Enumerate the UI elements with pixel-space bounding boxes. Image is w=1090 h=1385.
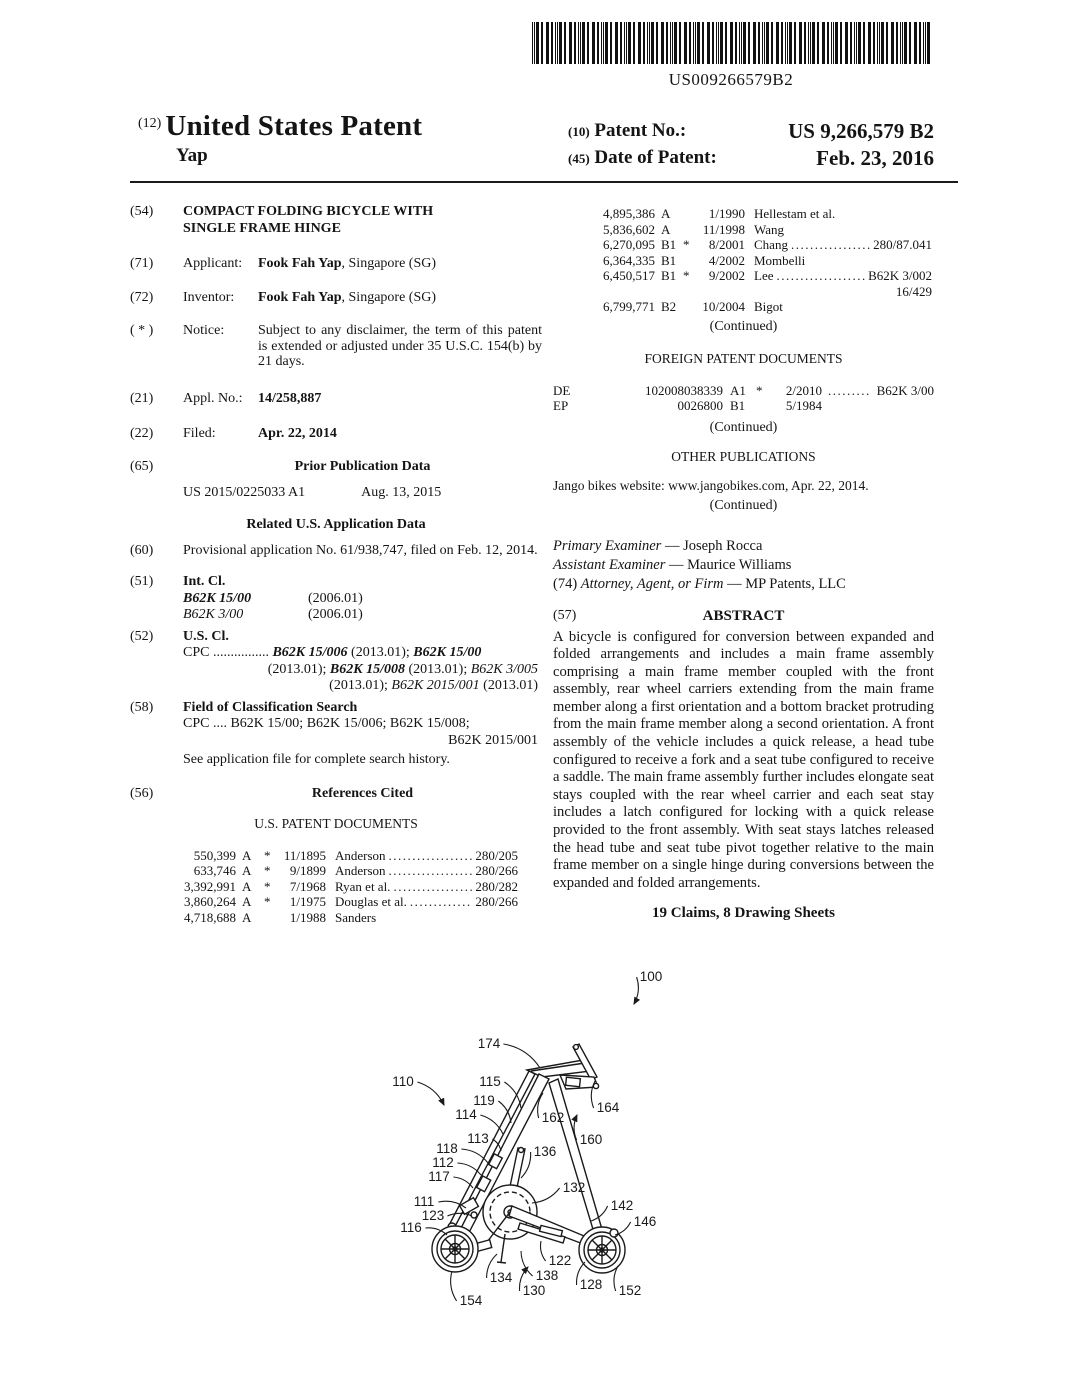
related-data-heading: Related U.S. Application Data	[246, 517, 426, 533]
date-label: Date of Patent:	[594, 147, 717, 168]
citation-name: Hellestam et al.	[754, 206, 836, 221]
foreign-kind: A1	[730, 382, 746, 398]
citation-dot-leader	[410, 894, 473, 910]
assistant-examiner-label: Assistant Examiner	[553, 556, 666, 573]
figure-ref-label: 128	[579, 1277, 603, 1292]
foreign-country: EP	[553, 398, 569, 413]
citation-number: 4,718,688	[184, 909, 236, 925]
field-num: (72)	[130, 289, 154, 305]
citation-class: 280/282	[475, 878, 518, 894]
citation-star: *	[683, 268, 690, 283]
citation-row	[166, 910, 518, 926]
citation-class: B62K 3/002	[868, 268, 932, 283]
abstract-text: A bicycle is configured for conversion between expanded and folded arrangements and includes a main frame assembly comprising a main frame member coupled with the front assembly, rear wheel carriers extending from the main frame member along a first orientation and a bottom bracket protruding from the main frame member along a second orientation. A front assembly of the vehicle includes a quick release, a head tube configured to receive a fork and a seat tube configured to receive a saddle. The main frame assembly further includes elongate seat stays coupled with the rear wheel carrier and each seat stay includes a latch configured for locking with a quick release provided to the front assembly. With seat stays latches released the head tube and seat tube pivot together relative to the main frame member on a single hinge during conversions between the expanded and folded arrangements.	[553, 628, 934, 891]
figure-ref-label: 160	[579, 1132, 603, 1147]
header-right	[568, 118, 934, 172]
primary-examiner-name: — Joseph Rocca	[661, 537, 763, 554]
filed-label: Filed:	[183, 425, 216, 441]
cpc-code-segment: B62K 15/006	[272, 645, 348, 661]
cpc-code-segment: (2013.01);	[329, 678, 392, 694]
citation-class: 16/429	[895, 283, 932, 299]
int-cl-heading: Int. Cl.	[183, 574, 226, 590]
citation-row	[166, 879, 518, 895]
int-cl-version: (2006.01)	[308, 607, 363, 623]
filed-value: Apr. 22, 2014	[258, 425, 337, 441]
citation-number: 3,392,991	[184, 878, 236, 894]
field-num: (57)	[553, 607, 577, 623]
figure-ref-label: 100	[639, 969, 663, 984]
patent-number: US 9,266,579 B2	[788, 119, 934, 143]
figure-ref-label: 118	[436, 1141, 458, 1156]
citation-name-cell	[745, 268, 932, 284]
field-search-note: See application file for complete search history.	[183, 752, 450, 768]
notice-label: Notice:	[183, 323, 225, 338]
citation-date: 7/1968	[289, 878, 326, 894]
claims-line: 19 Claims, 8 Drawing Sheets	[652, 905, 835, 922]
citation-star	[683, 284, 695, 300]
figure-ref-label: 117	[428, 1169, 450, 1184]
field-search-line: B62K 2015/001	[448, 732, 538, 748]
citation-star	[683, 222, 695, 238]
citation-name: Chang	[754, 237, 788, 252]
figure-ref-label: 114	[455, 1107, 477, 1122]
citation-date	[695, 284, 745, 300]
citation-name-cell	[745, 299, 932, 315]
citation-star	[683, 253, 695, 269]
citation-name: Lee	[754, 268, 774, 283]
citation-name-cell	[326, 863, 518, 879]
citation-kind: A	[242, 878, 252, 894]
primary-examiner-label: Primary Examiner	[553, 537, 662, 554]
citation-date: 1/1990	[708, 206, 745, 221]
citation-number: 550,399	[193, 847, 236, 863]
us-patent-table-left	[166, 848, 518, 926]
citation-star	[683, 299, 695, 315]
foreign-date: 5/1984	[785, 398, 822, 413]
citation-star: *	[683, 237, 690, 252]
field-num: (65)	[130, 459, 154, 475]
cpc-code-segment: CPC ................	[183, 645, 273, 661]
citation-class: 280/205	[475, 847, 518, 863]
invention-title-section	[130, 204, 542, 237]
figure-ref-label: 113	[467, 1131, 489, 1146]
barcode	[530, 22, 932, 90]
citation-class: 280/266	[475, 894, 518, 910]
citation-star: *	[264, 863, 271, 879]
date-prefix: (45)	[568, 151, 590, 166]
field-num: (21)	[130, 391, 154, 407]
citation-row	[166, 848, 518, 864]
citation-date: 1/1988	[289, 909, 326, 925]
inventor-section	[130, 290, 542, 307]
applicant-section	[130, 256, 542, 273]
field-num: ( * )	[130, 323, 154, 338]
figure-leader-line	[521, 1251, 533, 1276]
header-left	[138, 110, 422, 167]
foreign-number: 102008038339	[645, 382, 723, 398]
citation-name-cell	[745, 284, 932, 300]
citation-row	[585, 253, 932, 269]
references-heading: References Cited	[311, 785, 414, 801]
citation-date: 9/1899	[289, 863, 326, 879]
folding-bicycle-art	[432, 1044, 625, 1273]
foreign-citation-row	[553, 398, 934, 414]
figure-ref-label: 112	[432, 1155, 454, 1170]
prior-pub-section	[130, 459, 542, 501]
citation-kind: A	[661, 221, 671, 237]
foreign-patent-table	[553, 383, 934, 414]
cpc-code-segment: (2013.01);	[347, 645, 414, 661]
field-search-heading: Field of Classification Search	[183, 699, 358, 715]
citation-date: 11/1998	[702, 221, 745, 237]
figure-leader-line	[540, 1241, 545, 1261]
field-num: (51)	[130, 574, 154, 590]
cpc-code-segment: B62K 2015/001	[391, 678, 480, 694]
barcode-text: US009266579B2	[668, 70, 794, 89]
cpc-code-segment: B62K 3/005	[470, 661, 538, 677]
references-section	[130, 786, 542, 803]
notice-text: Subject to any disclaimer, the term of this patent is extended or adjusted under 35 U.S.C. 154(b) by 21 days.	[258, 323, 542, 370]
foreign-dot-leader	[828, 398, 928, 414]
citation-name: Wang	[754, 221, 784, 237]
invention-title-line1: COMPACT FOLDING BICYCLE WITH	[183, 204, 434, 219]
citation-name-cell	[326, 848, 518, 864]
citation-row	[585, 299, 932, 315]
invention-title-line2: SINGLE FRAME HINGE	[183, 220, 341, 236]
us-table-continued: (Continued)	[709, 318, 778, 334]
citation-dot-leader	[389, 863, 473, 879]
appl-no-value: 14/258,887	[258, 391, 322, 407]
figure-leader-line	[503, 1044, 540, 1068]
kind-code-prefix: (12)	[138, 116, 162, 131]
citation-name: Bigot	[754, 299, 783, 314]
cpc-code-segment: (2013.01);	[405, 661, 471, 677]
figure-leader-line	[451, 1271, 457, 1301]
figure-ref-label: 111	[413, 1194, 435, 1209]
inventor-location: , Singapore (SG)	[341, 289, 437, 305]
citation-name-cell	[745, 206, 932, 222]
citation-star: *	[264, 878, 271, 894]
us-cl-section	[130, 629, 542, 695]
citation-filler	[754, 284, 896, 300]
int-cl-row	[183, 607, 542, 624]
cpc-line	[183, 662, 542, 679]
citation-kind	[655, 284, 683, 300]
figure-ref-label: 162	[541, 1110, 565, 1125]
citation-number: 6,450,517	[603, 268, 655, 283]
citation-row	[585, 268, 932, 284]
figure-ref-label: 174	[477, 1036, 501, 1051]
citation-name-cell	[326, 879, 518, 895]
citation-star	[264, 910, 276, 926]
barcode-image	[530, 22, 932, 64]
figure-ref-label: 122	[548, 1253, 572, 1268]
left-column	[130, 198, 542, 925]
citation-name-cell	[326, 894, 518, 910]
citation-kind: A	[242, 863, 252, 879]
citation-date: 1/1975	[289, 894, 326, 910]
citation-kind: B1	[661, 268, 677, 283]
citation-name: Ryan et al.	[335, 878, 391, 894]
citation-row	[585, 222, 932, 238]
figure-ref-label: 116	[400, 1220, 422, 1235]
citation-number: 5,836,602	[603, 221, 655, 237]
figure-leader-line	[417, 1082, 444, 1105]
examiner-block	[553, 537, 934, 594]
int-cl-version: (2006.01)	[308, 590, 363, 606]
cpc-line	[183, 678, 542, 695]
field-num: (54)	[130, 204, 154, 219]
us-cl-heading: U.S. Cl.	[183, 628, 229, 644]
inventor-label: Inventor:	[183, 289, 235, 305]
foreign-date: 2/2010	[785, 382, 822, 398]
citation-name: Douglas et al.	[335, 894, 407, 910]
foreign-docs-heading: FOREIGN PATENT DOCUMENTS	[644, 350, 843, 366]
citation-name-cell	[745, 253, 932, 269]
citation-number: 633,746	[193, 863, 236, 879]
cpc-code-segment: (2013.01);	[267, 661, 330, 677]
abstract-heading-row	[553, 608, 934, 624]
citation-kind: A	[242, 894, 252, 910]
citation-date: 10/2004	[702, 299, 745, 314]
foreign-star	[756, 398, 770, 414]
prior-pub-number: US 2015/0225033 A1	[183, 484, 306, 500]
citation-number	[585, 284, 655, 300]
citation-star: *	[264, 847, 271, 863]
applicant-label: Applicant:	[183, 256, 243, 271]
field-search-section	[130, 700, 542, 769]
foreign-kind: B1	[730, 398, 746, 413]
citation-row	[585, 206, 932, 222]
citation-date: 11/1895	[283, 847, 326, 863]
figure-ref-label: 134	[489, 1270, 513, 1285]
citation-name: Sanders	[335, 909, 377, 925]
citation-row	[585, 284, 932, 300]
citation-number: 6,364,335	[603, 252, 655, 268]
other-publication-entry: Jango bikes website: www.jangobikes.com, Apr. 22, 2014.	[553, 477, 869, 493]
figure-ref-label: 164	[596, 1100, 620, 1115]
cpc-code-segment: (2013.01)	[479, 678, 538, 694]
figure-ref-label: 130	[522, 1283, 546, 1298]
related-data-section	[130, 517, 542, 559]
figure-ref-label: 138	[535, 1268, 559, 1283]
citation-row	[585, 237, 932, 253]
foreign-number: 0026800	[677, 398, 723, 413]
field-num: (60)	[130, 542, 154, 558]
field-num: (71)	[130, 256, 154, 271]
field-search-line: CPC .... B62K 15/00; B62K 15/006; B62K 15/008;	[183, 716, 470, 732]
foreign-country: DE	[553, 382, 571, 398]
appl-no-label: Appl. No.:	[183, 391, 243, 407]
notice-section	[130, 323, 542, 370]
citation-date: 9/2002	[708, 268, 745, 283]
abstract-heading: ABSTRACT	[702, 607, 785, 624]
attorney-label: Attorney, Agent, or Firm	[580, 575, 724, 592]
citation-dot-leader	[389, 848, 473, 864]
foreign-citation-row	[553, 383, 934, 399]
int-cl-code: B62K 3/00	[183, 607, 244, 623]
figure-leader-line	[634, 977, 638, 1004]
foreign-star: *	[756, 382, 763, 398]
patent-no-prefix: (10)	[568, 124, 590, 139]
other-publications-heading: OTHER PUBLICATIONS	[671, 448, 816, 464]
foreign-dot-leader	[828, 383, 871, 399]
citation-kind: B2	[661, 299, 677, 314]
figure-leader-line	[532, 1188, 560, 1203]
citation-class: 280/87.041	[873, 237, 932, 252]
figure-ref-label: 115	[479, 1074, 501, 1089]
citation-number: 4,895,386	[603, 206, 655, 221]
prior-pub-heading: Prior Publication Data	[294, 459, 431, 475]
citation-row	[166, 863, 518, 879]
figure-ref-label: 154	[459, 1293, 483, 1308]
field-num: (52)	[130, 628, 154, 644]
citation-name-cell	[745, 237, 932, 253]
other-pubs-continued: (Continued)	[709, 497, 778, 513]
header-rule	[130, 181, 958, 183]
figure-ref-label: 123	[421, 1208, 445, 1223]
citation-star	[683, 206, 695, 222]
citation-name-cell	[745, 222, 932, 238]
appl-no-section	[130, 391, 542, 408]
figure-ref-label: 142	[610, 1198, 634, 1213]
citation-kind: B1	[661, 237, 677, 252]
applicant-name: Fook Fah Yap	[258, 256, 342, 271]
figure-drawing	[360, 950, 700, 1325]
citation-date: 4/2002	[708, 252, 745, 268]
foreign-table-continued: (Continued)	[709, 419, 778, 435]
right-column	[553, 198, 934, 921]
figure-ref-label: 132	[562, 1180, 586, 1195]
attorney-name: — MP Patents, LLC	[723, 575, 846, 592]
citation-name: Mombelli	[754, 252, 806, 268]
citation-class: 280/266	[475, 863, 518, 879]
patent-date: Feb. 23, 2016	[816, 146, 934, 170]
us-patent-docs-heading: U.S. PATENT DOCUMENTS	[254, 816, 418, 832]
citation-star: *	[264, 894, 271, 910]
figure-ref-label: 146	[633, 1214, 657, 1229]
citation-name-cell	[326, 910, 518, 926]
citation-number: 3,860,264	[184, 894, 236, 910]
figure-ref-label: 136	[533, 1144, 557, 1159]
page-title: United States Patent	[165, 110, 423, 142]
citation-kind: A	[242, 909, 252, 925]
field-num: (56)	[130, 785, 154, 801]
figure-ref-label: 152	[618, 1283, 642, 1298]
us-patent-table-right	[585, 206, 932, 315]
inventor-name: Fook Fah Yap	[258, 289, 342, 305]
related-data-text: Provisional application No. 61/938,747, filed on Feb. 12, 2014.	[183, 542, 538, 558]
cpc-code-segment: B62K 15/008	[329, 661, 405, 677]
field-num: (22)	[130, 425, 154, 441]
inventor-surname: Yap	[176, 145, 208, 166]
int-cl-row	[183, 591, 542, 608]
cpc-code-segment: B62K 15/00	[413, 645, 482, 661]
applicant-location: , Singapore (SG)	[341, 256, 437, 271]
prior-pub-date: Aug. 13, 2015	[361, 484, 442, 500]
citation-dot-leader	[791, 237, 870, 253]
assistant-examiner-name: — Maurice Williams	[665, 556, 792, 573]
citation-name: Anderson	[335, 863, 386, 879]
filed-section	[130, 426, 542, 443]
figure-ref-label: 110	[392, 1074, 414, 1089]
cpc-line	[183, 645, 542, 662]
int-cl-section	[130, 574, 542, 624]
foreign-class: B62K 3/00	[876, 382, 934, 398]
citation-kind: B1	[661, 252, 677, 268]
figure-ref-label: 119	[473, 1093, 495, 1108]
citation-dot-leader	[393, 879, 472, 895]
citation-date: 8/2001	[708, 237, 745, 252]
citation-kind: A	[242, 847, 252, 863]
citation-name: Anderson	[335, 847, 386, 863]
patent-no-label: Patent No.:	[594, 120, 687, 141]
citation-dot-leader	[776, 268, 865, 284]
int-cl-code: B62K 15/00	[183, 590, 252, 606]
citation-number: 6,799,771	[603, 299, 655, 314]
citation-row	[166, 894, 518, 910]
field-num: (74)	[553, 575, 578, 592]
field-num: (58)	[130, 699, 154, 715]
citation-kind: A	[661, 206, 671, 221]
citation-number: 6,270,095	[603, 237, 655, 252]
